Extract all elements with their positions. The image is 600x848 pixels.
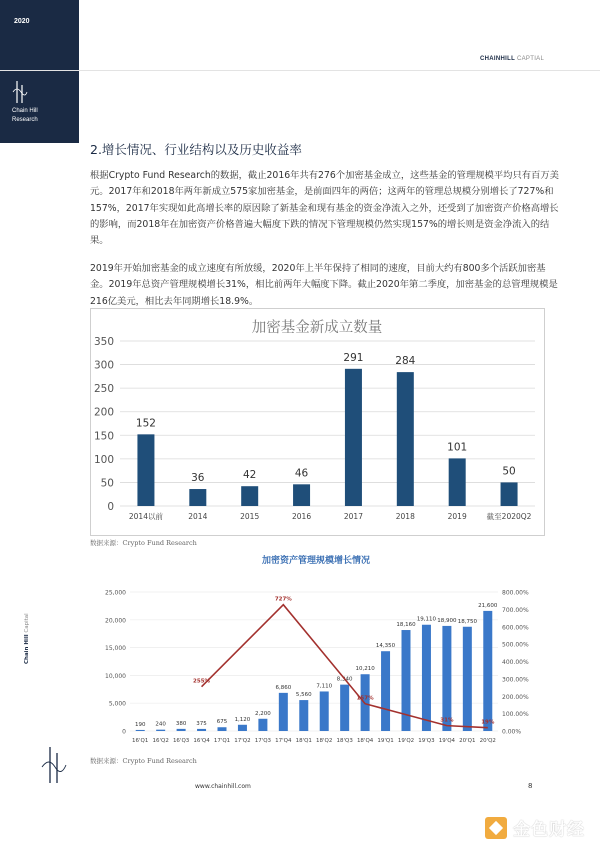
chart1-ytick-label: 300 [93,359,114,372]
chart2-xtick-label: 17'Q3 [254,738,272,744]
chart2-xtick-label: 18'Q3 [336,738,353,744]
chart2-xtick-label: 19'Q4 [438,738,456,744]
chart2-growth-label: 31% [440,717,454,724]
chart1-data-label: 50 [502,465,516,478]
chart2-xtick-label: 16'Q2 [152,738,169,744]
chart2-ytick-right-label: 300.00% [502,676,529,684]
chart2-growth-label: 255% [193,678,211,685]
watermark-logo-icon [485,817,507,839]
chart2-bar [299,700,308,731]
chart2-xtick-label: 18'Q1 [295,738,312,744]
chainhill-logo-icon [12,80,28,104]
year-label: 2020 [14,18,30,25]
sidebar-banner [0,0,79,143]
chart2-bar-label: 8,340 [336,676,353,683]
chart2-bar-label: 380 [175,720,187,727]
chart1-source: 数据来源：Crypto Fund Research [90,539,197,547]
chart1-xtick-label: 2014 [188,512,208,521]
chart1-data-label: 42 [243,469,257,482]
chart2-xtick-label: 20'Q1 [459,738,476,744]
new-funds-bar-chart [90,308,545,536]
chart2-xtick-label: 19'Q2 [397,738,415,744]
chart1-bar [449,458,466,506]
chart2-ytick-right-label: 100.00% [502,711,529,719]
chart2-bar [156,730,165,731]
chart2-bar-label: 190 [134,721,146,728]
chart1-data-label: 284 [395,355,416,368]
chart2-ytick-right-label: 600.00% [502,624,529,632]
chart2-ytick-right-label: 200.00% [502,693,529,701]
chart1-bar [397,372,414,506]
chart2-bar [258,719,267,731]
chart1-ytick-label: 0 [107,501,114,513]
chart2-bar [483,611,492,731]
watermark-text: 金色财经 [513,820,585,840]
chart1-ytick-label: 250 [93,383,114,396]
sidebar-brand-line2: Research [12,117,38,123]
chainhill-footer-logo-icon [40,745,68,785]
chart2-xtick-label: 20'Q2 [479,738,496,744]
chart1-data-label: 46 [294,467,309,480]
chart2-ytick-left-label: 20,000 [105,617,126,625]
paragraph-growth: 根据Crypto Fund Research的数据，截止2016年共有276个加密基金成立，这些基金的管理规模平均只有百万美元。2017年和2018年两年新成立575家加密基金，是前面四年的两倍；这两年的管理总规模分别增长了727%和157%，2017年实现如此高增长率的原因除了新基金和现有基金的资金净流入之外，还受到了加密资产价格高增长的影响，而2018年在加密资产价格普遍大幅度下跌的情况下管理规模仍然实现157%的增长则是资金净流入的结果。 [90,170,559,247]
chart2-bar-label: 5,560 [295,692,312,699]
chart2-bar-label: 18,160 [396,622,416,629]
aum-growth-combo-chart [88,553,548,745]
header-brand-bold: CHAINHILL [480,56,516,62]
chart1-bar [137,434,154,506]
chart2-xtick-label: 16'Q3 [172,738,190,744]
chart2-bar [422,625,431,731]
chart2-ytick-left-label: 5,000 [108,700,126,708]
chart2-ytick-left-label: 10,000 [105,672,126,680]
chart2-growth-label: 727% [274,596,292,603]
chart2-ytick-left-label: 15,000 [105,645,126,653]
chart1-bar [293,484,310,506]
chart1-xtick-label: 2019 [447,512,467,521]
chart2-xtick-label: 18'Q4 [356,738,374,744]
chart2-bar [177,729,186,731]
footer-url: www.chainhill.com [195,783,251,790]
chart2-ytick-right-label: 800.00% [502,589,529,597]
chart1-bar [241,486,258,506]
chart2-ytick-right-label: 500.00% [502,641,529,649]
chart2-bar-label: 19,110 [416,616,437,623]
chart2-ytick-left-label: 0 [122,728,126,736]
chart1-bar [189,489,206,506]
chart2-xtick-label: 17'Q1 [213,738,231,744]
sidebar-brand [12,107,38,125]
chart2-bar [136,730,145,731]
chart1-xtick-label: 2015 [240,512,260,521]
chart1-data-label: 36 [191,472,205,485]
section-title: 2.增长情况、行业结构以及历史收益率 [90,142,302,157]
vertical-brand-light: Capital [24,613,30,633]
chart1-bar [345,369,362,506]
chart2-xtick-label: 17'Q4 [275,738,292,744]
page-number: 8 [528,782,533,790]
chart2-bar-label: 6,860 [275,684,292,691]
chart2-bar-label: 7,110 [316,683,333,690]
vertical-brand [24,564,30,664]
chart1-xtick-label: 2017 [343,512,363,521]
chart1-frame [91,309,545,536]
chart1-xtick-label: 2016 [292,512,312,521]
paragraph-2019: 2019年开始加密基金的成立速度有所放缓，2020年上半年保持了相同的速度，目前大约有800多个活跃加密基金。2019年总资产管理规模增长31%，相比前两年大幅度下降。截止2020年第二季度，加密基金的总管理规模是216亿美元，相比去年同期增长18.9%。 [90,263,558,307]
chart1-data-label: 291 [343,351,364,364]
chart2-bar-label: 375 [196,720,207,727]
chart2-ytick-left-label: 25,000 [105,589,126,597]
chart2-bar-label: 2,200 [255,710,271,717]
chart2-bar-label: 240 [155,721,166,728]
chart2-bar-label: 10,210 [355,666,375,673]
chart2-xtick-label: 19'Q3 [418,738,435,744]
chart1-data-label: 101 [447,441,468,454]
chart2-bar [381,651,390,731]
chart2-xtick-label: 16'Q4 [193,738,210,744]
chart1-data-label: 152 [135,417,156,430]
chart2-xtick-label: 19'Q1 [377,738,394,744]
chart2-ytick-right-label: 400.00% [502,659,529,666]
chart2-xtick-label: 16'Q1 [132,738,149,744]
chart2-xtick-label: 18'Q2 [316,738,333,744]
chart2-bar [218,727,227,731]
chart2-bar-label: 18,750 [457,618,477,625]
chart2-bar [442,626,451,731]
chart2-bar [197,729,206,731]
chart2-bar [279,693,288,731]
chart2-bar-label: 18,900 [437,617,457,624]
chart1-ytick-label: 150 [93,430,114,443]
chart1-xtick-label: 截至2020Q2 [486,512,532,521]
header-divider [0,70,600,71]
chart1-ytick-label: 350 [93,336,114,348]
chart2-bar-label: 1,120 [234,716,251,723]
chart2-ytick-right-label: 700.00% [502,606,529,614]
chart2-bar-label: 14,350 [375,643,396,650]
chart2-xtick-label: 17'Q2 [234,738,251,744]
chart2-bar [463,627,472,731]
sidebar-brand-line1: Chain Hill [12,108,38,114]
chart2-bar [238,725,247,731]
chart1-ytick-label: 200 [93,406,114,419]
chart2-bar-label: 21,600 [478,602,498,609]
chart2-bar [320,691,329,731]
chart2-ytick-right-label: 0.00% [502,728,522,736]
chart2-bar [340,685,349,731]
chart1-title: 加密基金新成立数量 [251,320,383,336]
chart2-growth-label: 19% [481,719,495,726]
chart1-ytick-label: 50 [100,477,114,490]
chart1-xtick-label: 2014以前 [128,512,163,521]
watermark [485,815,585,840]
header-brand [480,56,544,62]
chart1-bar [501,482,518,506]
chart2-source: 数据来源：Crypto Fund Research [90,757,197,765]
chart2-title: 加密资产管理规模增长情况 [261,556,371,566]
chart1-ytick-label: 100 [93,453,114,466]
chart1-xtick-label: 2018 [395,512,415,521]
chart2-bar-label: 675 [216,719,228,726]
chart2-growth-label: 157% [356,695,374,702]
header-brand-light: CAPTIAL [517,56,545,62]
vertical-brand-bold: Chain Hill [24,634,30,664]
